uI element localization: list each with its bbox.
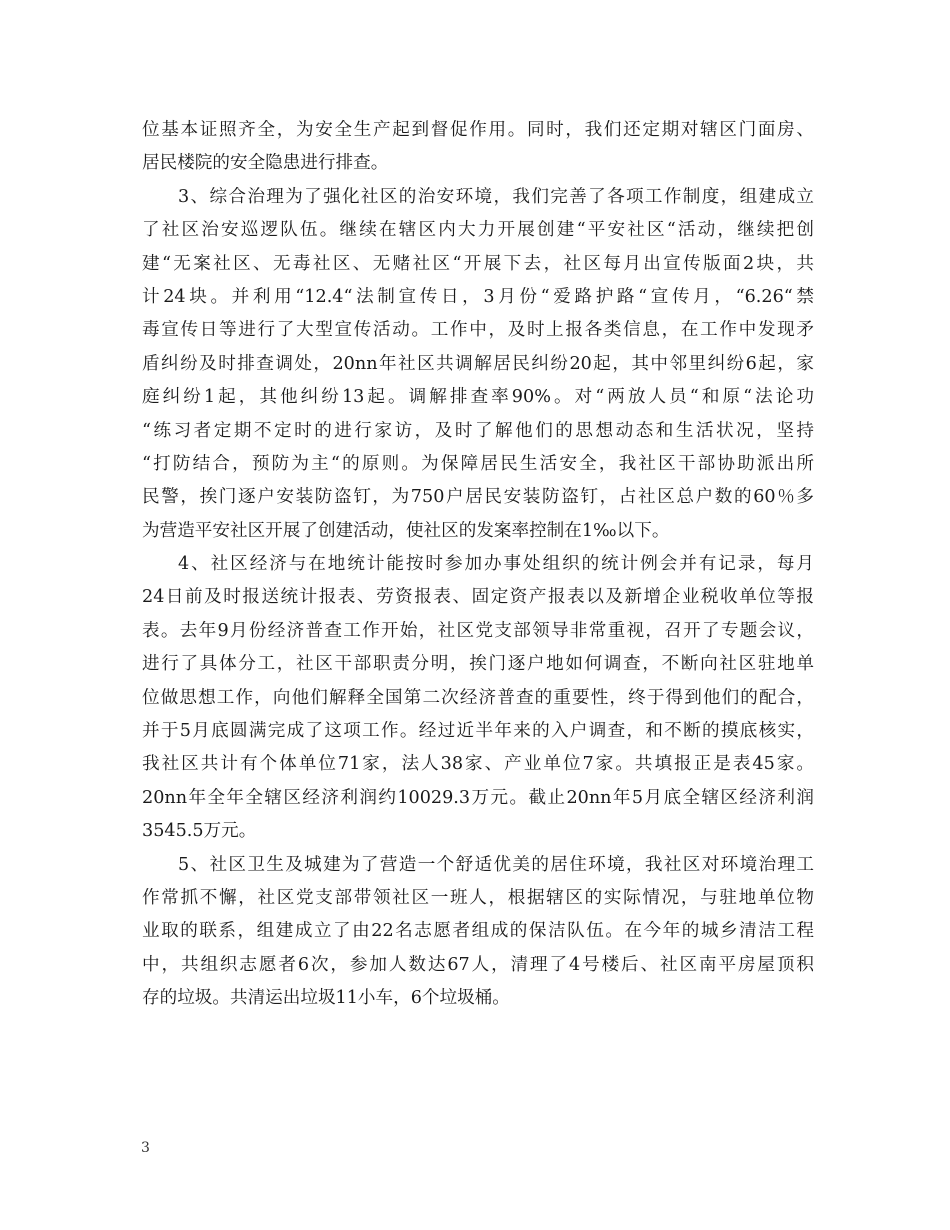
text-line: 为营造平安社区开展了创建活动，使社区的发案率控制在1‰以下。 [142, 520, 670, 541]
document-body [142, 114, 814, 1016]
paragraph-sanitation-construction [142, 849, 814, 1016]
text-line: 作常抓不懈，社区党支部带领社区一班人，根据辖区的实际情况，与驻地单位物 [142, 887, 814, 908]
text-line: 并于5月底圆满完成了这项工作。经过近半年来的入户调查，和不断的摸底核实， [142, 721, 814, 742]
text-line: 了社区治安巡逻队伍。继续在辖区内大力开展创建“平安社区“活动，继续把创 [142, 220, 814, 241]
paragraph-safety-continued [142, 114, 814, 181]
text-line: 我社区共计有个体单位71家，法人38家、产业单位7家。共填报正是表45家。 [142, 754, 814, 775]
text-line: “练习者定期不定时的进行家访，及时了解他们的思想动态和生活状况，坚持 [142, 420, 814, 441]
paragraph-economy-statistics [142, 548, 814, 849]
text-line: 盾纠纷及时排查调处，20nn年社区共调解居民纠纷20起，其中邻里纠纷6起，家 [142, 353, 814, 374]
text-line: “打防结合，预防为主“的原则。为保障居民生活安全，我社区干部协助派出所 [142, 453, 814, 474]
paragraph-comprehensive-governance [142, 181, 814, 548]
text-line: 民警，挨门逐户安装防盗钉，为750户居民安装防盗钉，占社区总户数的60％多 [142, 487, 814, 508]
text-line: 位做思想工作，向他们解释全国第二次经济普查的重要性，终于得到他们的配合， [142, 687, 814, 708]
text-line: 业取的联系，组建成立了由22名志愿者组成的保洁队伍。在今年的城乡清洁工程 [142, 921, 814, 942]
text-line: 表。去年9月份经济普查工作开始，社区党支部领导非常重视，召开了专题会议， [142, 620, 814, 641]
text-line: 3545.5万元。 [142, 821, 257, 842]
text-line: 20nn年全年全辖区经济利润约10029.3万元。截止20nn年5月底全辖区经济利润 [142, 787, 814, 808]
text-line: 居民楼院的安全隐患进行排查。 [142, 153, 389, 174]
text-line: 3、综合治理为了强化社区的治安环境，我们完善了各项工作制度，组建成立 [178, 186, 814, 207]
text-line: 建“无案社区、无毒社区、无赌社区“开展下去，社区每月出宣传版面2块，共 [142, 253, 814, 274]
text-line: 庭纠纷1起，其他纠纷13起。调解排查率90%。对“两放人员“和原“法论功 [142, 387, 814, 408]
text-line: 4、社区经济与在地统计能按时参加办事处组织的统计例会并有记录，每月 [178, 554, 814, 575]
text-line: 中，共组织志愿者6次，参加人数达67人，清理了4号楼后、社区南平房屋顶积 [142, 954, 814, 975]
text-line: 5、社区卫生及城建为了营造一个舒适优美的居住环境，我社区对环境治理工 [178, 854, 814, 875]
text-line: 存的垃圾。共清运出垃圾11小车，6个垃圾桶。 [142, 988, 510, 1009]
text-line: 毒宣传日等进行了大型宣传活动。工作中，及时上报各类信息，在工作中发现矛 [142, 320, 814, 341]
text-line: 位基本证照齐全，为安全生产起到督促作用。同时，我们还定期对辖区门面房、 [142, 120, 814, 140]
text-line: 进行了具体分工，社区干部职责分明，挨门逐户地如何调查，不断向社区驻地单 [142, 654, 814, 675]
text-line: 24日前及时报送统计报表、劳资报表、固定资产报表以及新增企业税收单位等报 [142, 587, 814, 608]
text-line: 计24块。并利用“12.4“法制宣传日，3月份“爱路护路“宣传月，“6.26“禁 [142, 286, 814, 307]
page-number: 3 [141, 1140, 150, 1156]
